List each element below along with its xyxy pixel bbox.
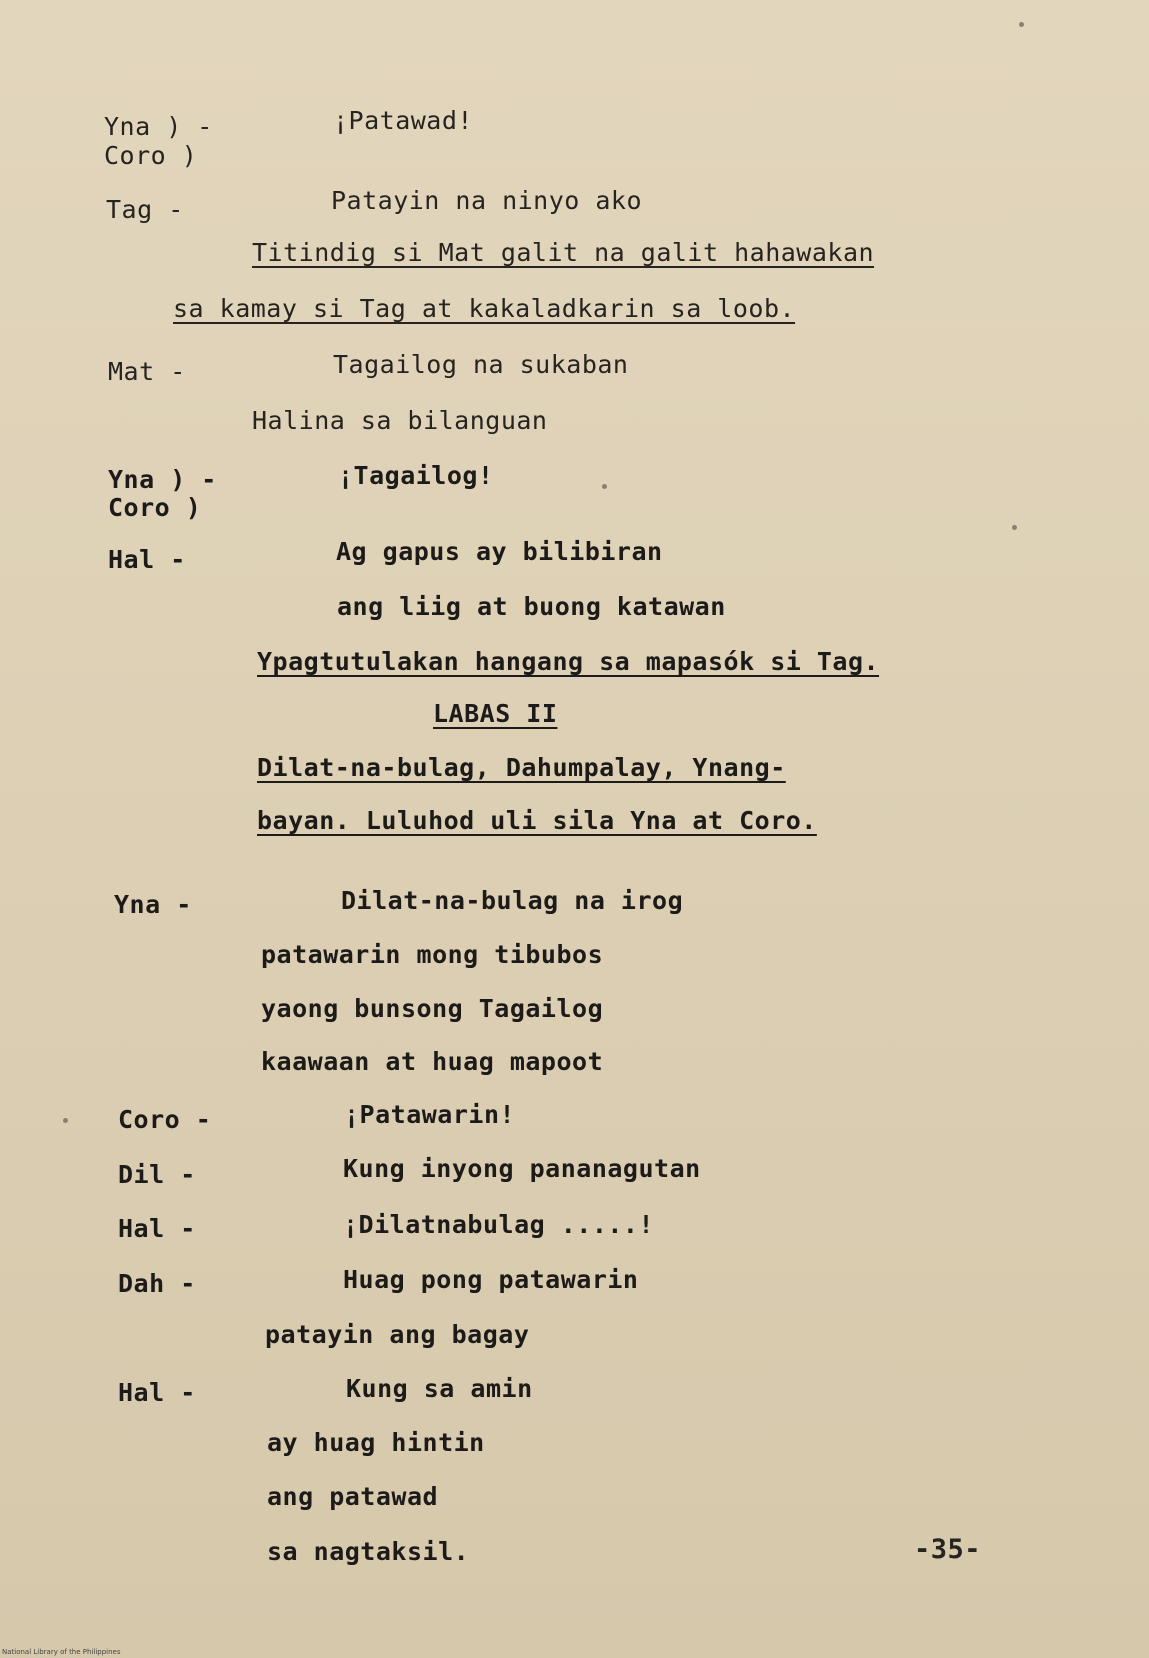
paper-speck bbox=[1019, 22, 1024, 27]
stage-direction: Titindig si Mat galit na galit hahawakan bbox=[252, 238, 875, 267]
dialogue-line: Halina sa bilanguan bbox=[252, 406, 548, 435]
paper-speck bbox=[602, 484, 607, 489]
scene-heading: LABAS II bbox=[433, 699, 558, 728]
speaker-label: Coro ) bbox=[108, 493, 202, 522]
dialogue-line: Kung sa amin bbox=[346, 1374, 533, 1403]
dialogue-line: Tagailog na sukaban bbox=[333, 350, 629, 379]
speaker-label: Hal - bbox=[118, 1378, 196, 1407]
stage-direction: sa kamay si Tag at kakaladkarin sa loob. bbox=[173, 294, 796, 323]
footer-credit: National Library of the Philippines bbox=[2, 1648, 121, 1656]
speaker-label: Coro - bbox=[118, 1105, 212, 1134]
dialogue-line: sa nagtaksil. bbox=[267, 1537, 470, 1566]
stage-direction: Ypagtutulakan hangang sa mapasók si Tag. bbox=[257, 647, 880, 676]
dialogue-line: ang liig at buong katawan bbox=[337, 592, 726, 621]
page-number: -35- bbox=[914, 1534, 982, 1565]
dialogue-line: ¡Tagailog! bbox=[338, 461, 494, 490]
dialogue-line: patawarin mong tibubos bbox=[261, 940, 604, 969]
paper-speck bbox=[63, 1118, 68, 1123]
dialogue-line: Dilat-na-bulag na irog bbox=[341, 886, 684, 915]
stage-direction: bayan. Luluhod uli sila Yna at Coro. bbox=[257, 806, 817, 835]
dialogue-line: yaong bunsong Tagailog bbox=[261, 994, 604, 1023]
speaker-label: Tag - bbox=[106, 195, 184, 224]
dialogue-line: ay huag hintin bbox=[267, 1428, 485, 1457]
dialogue-line: ¡Patawarin! bbox=[344, 1100, 516, 1129]
speaker-label: Hal - bbox=[118, 1214, 196, 1243]
paper-speck bbox=[1012, 525, 1017, 530]
dialogue-line: Patayin na ninyo ako bbox=[331, 186, 643, 215]
dialogue-line: patayin ang bagay bbox=[265, 1320, 530, 1349]
speaker-label: Dah - bbox=[118, 1269, 196, 1298]
dialogue-line: Kung inyong pananagutan bbox=[343, 1154, 701, 1183]
stage-direction: Dilat-na-bulag, Dahumpalay, Ynang- bbox=[257, 753, 786, 782]
dialogue-line: Huag pong patawarin bbox=[343, 1265, 639, 1294]
dialogue-line: Ag gapus ay bilibiran bbox=[336, 537, 663, 566]
dialogue-line: kaawaan at huag mapoot bbox=[261, 1047, 604, 1076]
dialogue-line: ¡Dilatnabulag .....! bbox=[343, 1210, 655, 1239]
speaker-label: Yna ) - bbox=[104, 112, 213, 141]
dialogue-line: ang patawad bbox=[267, 1482, 439, 1511]
dialogue-line: ¡Patawad! bbox=[333, 106, 473, 135]
speaker-label: Coro ) bbox=[104, 141, 198, 170]
speaker-label: Yna ) - bbox=[108, 465, 217, 494]
speaker-label: Yna - bbox=[114, 890, 192, 919]
speaker-label: Dil - bbox=[118, 1160, 196, 1189]
speaker-label: Mat - bbox=[108, 357, 186, 386]
speaker-label: Hal - bbox=[108, 545, 186, 574]
